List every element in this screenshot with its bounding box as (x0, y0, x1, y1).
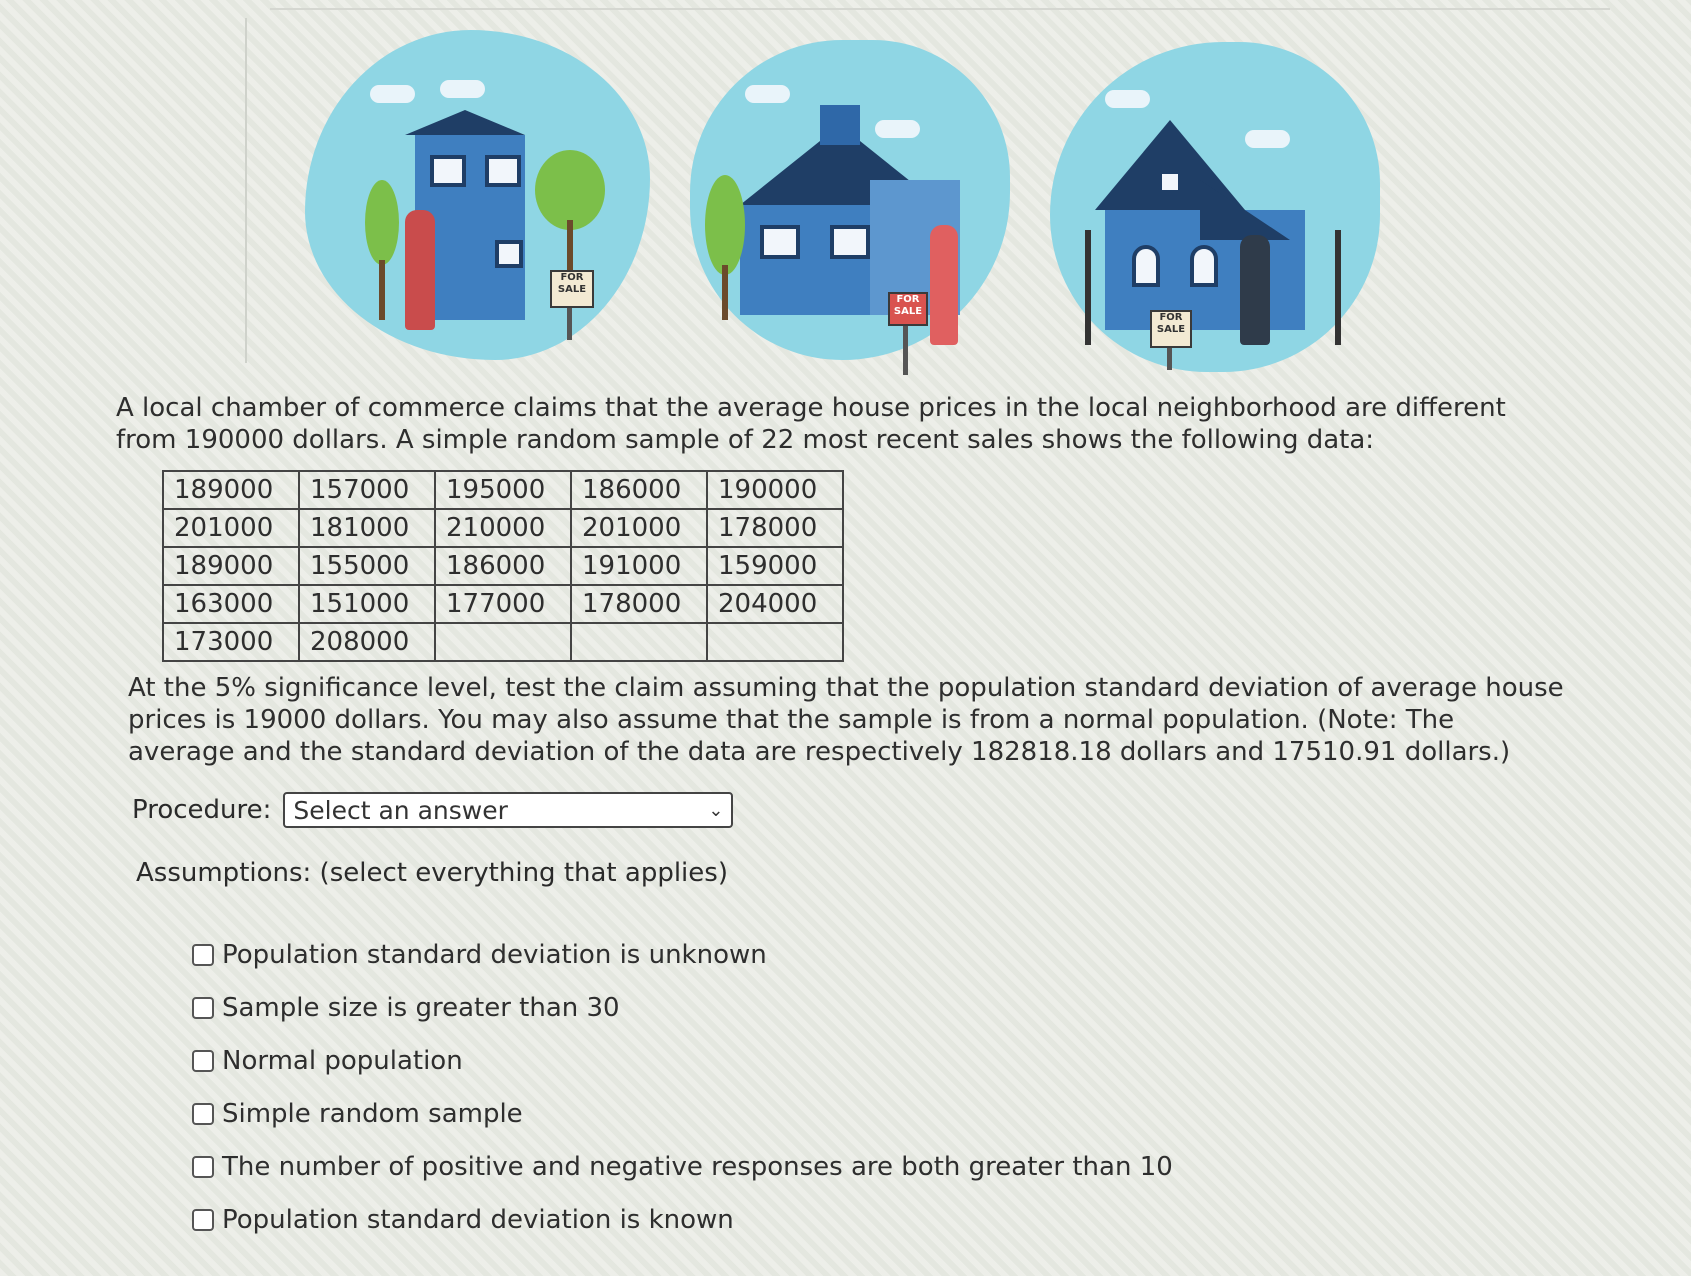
checkbox-option-responses[interactable] (192, 1140, 1173, 1193)
table-cell: 191000 (571, 547, 707, 585)
checkbox[interactable] (192, 1209, 214, 1231)
checkbox-option-sample-size[interactable] (192, 981, 1173, 1034)
question-paragraph: At the 5% significance level, test the claim assuming that the population standard deviation of average house prices is 19000 dollars. You may also assume that the sample is from a normal population. (Note: The average and the standard deviation of the data are respectively 182818.18 dollars and 17510.91 dollars.) (128, 673, 1564, 767)
for-sale-sign-1: FOR SALE (557, 272, 587, 295)
procedure-selected-value: Select an answer (293, 795, 508, 825)
checkbox-option-simple-random-sample[interactable] (192, 1087, 1173, 1140)
table-cell (707, 623, 843, 661)
checkbox[interactable] (192, 944, 214, 966)
table-cell: 189000 (163, 547, 299, 585)
table-row (163, 509, 843, 547)
table-cell: 190000 (707, 471, 843, 509)
top-divider (270, 8, 1610, 10)
table-cell: 201000 (163, 509, 299, 547)
table-row (163, 547, 843, 585)
checkbox-label: Normal population (222, 1045, 463, 1076)
checkbox[interactable] (192, 1156, 214, 1178)
table-cell: 186000 (435, 547, 571, 585)
procedure-label: Procedure: (132, 795, 272, 825)
assumptions-label: Assumptions: (select everything that applies) (136, 858, 728, 888)
table-cell (571, 623, 707, 661)
table-cell: 163000 (163, 585, 299, 623)
procedure-row (132, 792, 733, 828)
table-cell: 195000 (435, 471, 571, 509)
checkbox-option-sd-unknown[interactable] (192, 928, 1173, 981)
table-cell: 157000 (299, 471, 435, 509)
table-cell: 208000 (299, 623, 435, 661)
house-illustration-3 (1050, 30, 1390, 375)
table-cell: 181000 (299, 509, 435, 547)
table-row (163, 585, 843, 623)
table-cell: 178000 (707, 509, 843, 547)
checkbox-label: Sample size is greater than 30 (222, 992, 620, 1023)
checkbox-option-normal-population[interactable] (192, 1034, 1173, 1087)
for-sale-sign-3: FOR SALE (1156, 312, 1186, 335)
table-row (163, 623, 843, 661)
table-row (163, 471, 843, 509)
table-cell: 201000 (571, 509, 707, 547)
table-cell: 173000 (163, 623, 299, 661)
intro-paragraph: A local chamber of commerce claims that the average house prices in the local neighborhood are different from 190000 dollars. A simple random sample of 22 most recent sales shows the following data: (116, 393, 1506, 455)
data-table (162, 470, 844, 662)
table-cell (435, 623, 571, 661)
house-illustration-2 (690, 30, 1020, 370)
table-cell: 186000 (571, 471, 707, 509)
table-cell: 204000 (707, 585, 843, 623)
for-sale-sign-2: FOR SALE (893, 294, 923, 317)
table-cell: 210000 (435, 509, 571, 547)
table-cell: 189000 (163, 471, 299, 509)
table-cell: 151000 (299, 585, 435, 623)
table-cell: 159000 (707, 547, 843, 585)
checkbox-option-sd-known[interactable] (192, 1193, 1173, 1246)
checkbox[interactable] (192, 1050, 214, 1072)
checkbox-label: Population standard deviation is unknown (222, 939, 767, 970)
checkbox[interactable] (192, 1103, 214, 1125)
chevron-down-icon: ⌄ (708, 799, 724, 821)
table-cell: 177000 (435, 585, 571, 623)
assumptions-checkbox-list (192, 928, 1173, 1246)
table-cell: 178000 (571, 585, 707, 623)
checkbox[interactable] (192, 997, 214, 1019)
table-cell: 155000 (299, 547, 435, 585)
left-divider (245, 18, 247, 363)
house-illustration-1 (305, 30, 655, 370)
procedure-select[interactable] (283, 792, 733, 828)
checkbox-label: The number of positive and negative responses are both greater than 10 (222, 1151, 1173, 1182)
checkbox-label: Population standard deviation is known (222, 1204, 734, 1235)
checkbox-label: Simple random sample (222, 1098, 523, 1129)
